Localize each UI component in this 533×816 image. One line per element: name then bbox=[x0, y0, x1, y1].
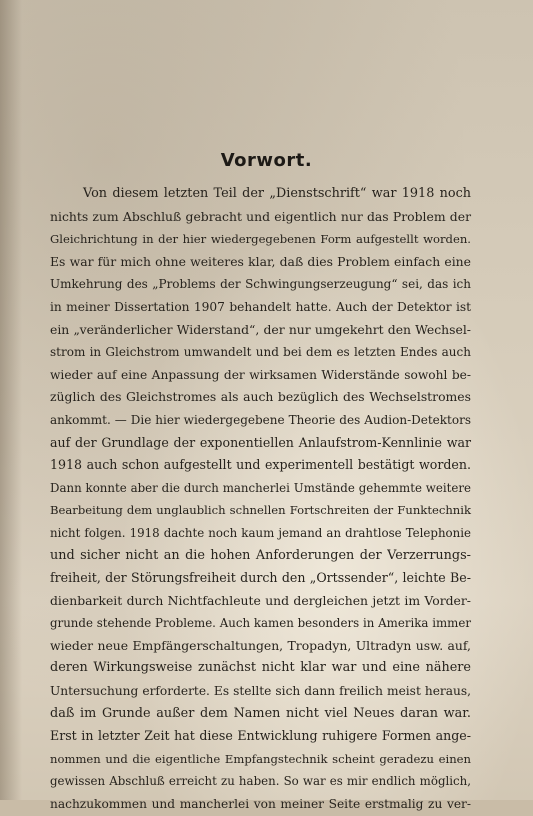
preface-body bbox=[50, 183, 471, 816]
text-line: Es war für mich ohne weiteres klar, daß dies Problem einfach eine bbox=[50, 253, 471, 269]
text-line: grunde stehende Probleme. Auch kamen besonders in Amerika immer bbox=[50, 616, 471, 631]
text-line: nichts zum Abschluß gebracht und eigentlich nur das Problem der bbox=[50, 208, 471, 224]
text-line: Von diesem letzten Teil der „Dienstschrift“ war 1918 noch bbox=[83, 186, 471, 201]
text-line: Untersuchung erforderte. Es stellte sich dann freilich meist heraus, bbox=[50, 684, 471, 699]
text-line: deren Wirkungsweise zunächst nicht klar war und eine nähere bbox=[50, 660, 471, 676]
text-line: nachzukommen und mancherlei von meiner Seite erstmalig zu ver- bbox=[50, 797, 471, 812]
text-line: Bearbeitung dem unglaublich schnellen Fortschreiten der Funktechnik bbox=[50, 503, 471, 518]
text-line: wieder auf eine Anpassung der wirksamen Widerstände sowohl be- bbox=[50, 367, 471, 382]
text-line: nicht folgen. 1918 dachte noch kaum jemand an drahtlose Telephonie bbox=[50, 525, 471, 540]
text-line: wieder neue Empfängerschaltungen, Tropadyn, Ultradyn usw. auf, bbox=[50, 637, 471, 653]
text-line: in meiner Dissertation 1907 behandelt hatte. Auch der Detektor ist bbox=[50, 299, 471, 314]
text-line: Erst in letzter Zeit hat diese Entwicklung ruhigere Formen ange- bbox=[50, 728, 471, 744]
text-line: züglich des Gleichstromes als auch bezüglich des Wechselstromes bbox=[50, 389, 471, 405]
text-line: und sicher nicht an die hohen Anforderungen der Verzerrungs- bbox=[50, 547, 471, 563]
text-line: Umkehrung des „Problems der Schwingungserzeugung“ sei, das ich bbox=[50, 277, 471, 292]
text-line: ankommt. — Die hier wiedergegebene Theorie des Audion-Detektors bbox=[50, 412, 471, 427]
text-line: daß im Grunde außer dem Namen nicht viel Neues daran war. bbox=[50, 705, 471, 721]
text-line: Gleichrichtung in der hier wiedergegebenen Form aufgestellt worden. bbox=[50, 232, 471, 247]
text-line: dienbarkeit durch Nichtfachleute und dergleichen jetzt im Vorder- bbox=[50, 592, 471, 608]
text-line: ein „veränderlicher Widerstand“, der nur umgekehrt den Wechsel- bbox=[50, 321, 471, 337]
text-line: strom in Gleichstrom umwandelt und bei dem es letzten Endes auch bbox=[50, 345, 471, 360]
page-title: Vorwort. bbox=[220, 150, 313, 171]
text-line: auf der Grundlage der exponentiellen Anlaufstrom-Kennlinie war bbox=[50, 434, 471, 450]
text-line: gewissen Abschluß erreicht zu haben. So war es mir endlich möglich, bbox=[50, 774, 471, 789]
text-line: 1918 auch schon aufgestellt und experimentell bestätigt worden. bbox=[50, 457, 471, 473]
text-line: nommen und die eigentliche Empfangstechnik scheint geradezu einen bbox=[50, 751, 471, 766]
text-line: Dann konnte aber die durch mancherlei Umstände gehemmte weitere bbox=[50, 480, 471, 495]
text-line: freiheit, der Störungsfreiheit durch den „Ortssender“, leichte Be- bbox=[50, 570, 471, 586]
